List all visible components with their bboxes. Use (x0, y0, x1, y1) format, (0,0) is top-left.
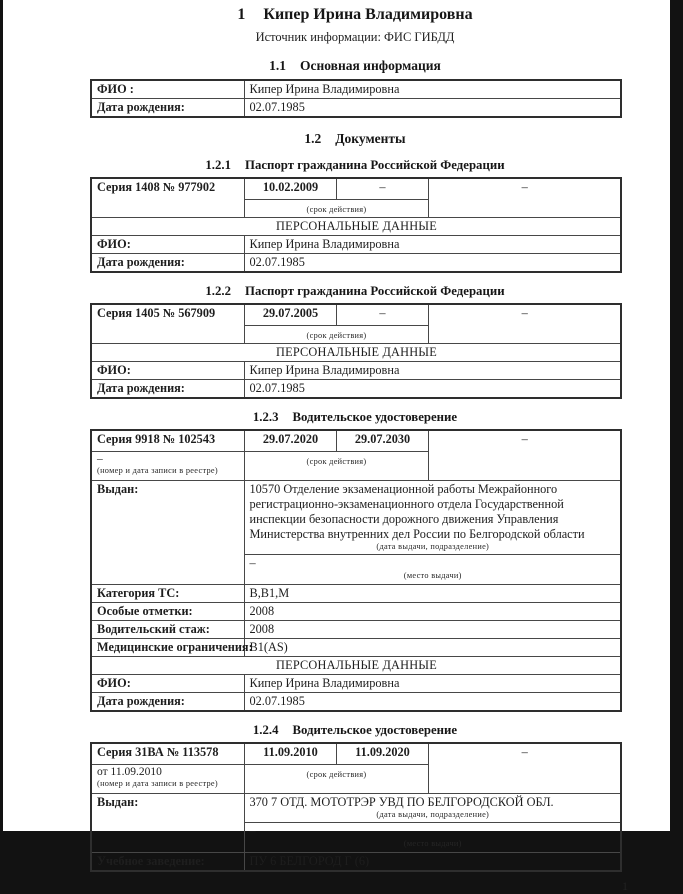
subsection-number: 1.2.3 (252, 410, 279, 424)
page-title-number: 1 (237, 6, 246, 23)
source-line: Источник информации: ФИС ГИБДД (255, 30, 455, 44)
place-cell (244, 822, 621, 852)
row-label: Особые отметки: (91, 602, 244, 620)
row-value: Кипер Ирина Владимировна (244, 674, 621, 692)
issue-date-cell: 29.07.2005 (244, 304, 336, 326)
validity-caption-cell (244, 764, 428, 793)
table-row (91, 430, 621, 452)
issued-cell (244, 481, 621, 555)
valid-until-cell: – (336, 178, 428, 200)
document-content (90, 6, 628, 894)
row-label: Категория ТС: (91, 584, 244, 602)
registry-caption: (номер и дата записи в реестре) (97, 779, 218, 788)
row-label: Дата рождения: (91, 254, 244, 273)
row-value: 02.07.1985 (244, 692, 621, 711)
table-row (91, 602, 621, 620)
section-title: Документы (335, 131, 406, 146)
extra-cell: – (428, 743, 621, 794)
row-value: 02.07.1985 (244, 254, 621, 273)
serial-cell: Серия 9918 № 102543 (91, 430, 244, 452)
section-heading-docs (90, 131, 620, 147)
row-label: Медицинские ограничения: (91, 638, 244, 656)
extra-cell: – (428, 178, 621, 218)
registry-caption: (номер и дата записи в реестре) (97, 466, 218, 476)
subsection-heading-passport1 (90, 158, 620, 173)
registry-value: – (97, 453, 103, 465)
place-caption: (место выдачи) (403, 838, 462, 848)
section-heading-basic (90, 58, 620, 74)
valid-until-cell: 29.07.2030 (336, 430, 428, 452)
table-row (91, 481, 621, 555)
validity-caption-cell (244, 326, 428, 344)
row-label: Водительский стаж: (91, 620, 244, 638)
table-row (91, 584, 621, 602)
document-page (3, 0, 670, 893)
subsection-number: 1.2.4 (252, 722, 279, 737)
table-row (91, 236, 621, 254)
issued-caption: (дата выдачи, подразделение) (376, 809, 490, 819)
subsection-title: Паспорт гражданина Российской Федерации (245, 284, 505, 298)
table-row (91, 304, 621, 326)
extra-cell: – (428, 430, 621, 481)
row-value: B,B1,M (244, 584, 621, 602)
passport1-table (90, 177, 622, 273)
registry-cell (91, 764, 244, 793)
valid-until-cell: – (336, 304, 428, 326)
license2-table (90, 742, 622, 872)
subsection-number: 1.2.1 (205, 158, 231, 172)
serial-cell: Серия 1405 № 567909 (91, 304, 244, 344)
row-value: B1(AS) (244, 638, 621, 656)
table-row (91, 620, 621, 638)
table-row (91, 656, 621, 674)
row-value: 2008 (244, 602, 621, 620)
validity-caption: (срок действия) (306, 457, 367, 466)
valid-until-cell: 11.09.2020 (336, 743, 428, 765)
table-row (91, 362, 621, 380)
row-value: Кипер Ирина Владимировна (244, 236, 621, 254)
validity-caption: (срок действия) (306, 331, 367, 340)
subsection-title: Паспорт гражданина Российской Федерации (245, 158, 505, 172)
subsection-heading-passport2 (90, 284, 620, 299)
table-row (91, 80, 621, 99)
validity-caption-cell (244, 200, 428, 218)
personal-data-header: ПЕРСОНАЛЬНЫЕ ДАННЫЕ (91, 656, 621, 674)
registry-cell (91, 452, 244, 481)
row-label: ФИО : (91, 80, 244, 99)
place-caption: (место выдачи) (403, 570, 462, 580)
passport2-table (90, 303, 622, 399)
table-row (91, 638, 621, 656)
row-label: Дата рождения: (91, 99, 244, 118)
row-value: 02.07.1985 (244, 380, 621, 399)
row-value: Кипер Ирина Владимировна (244, 362, 621, 380)
section-number: 1.1 (269, 58, 286, 73)
page-number: 1 (622, 878, 628, 893)
subsection-heading-license1 (90, 410, 620, 425)
issued-cell (244, 793, 621, 822)
table-row (91, 254, 621, 273)
table-row (91, 380, 621, 399)
row-label: ФИО: (91, 362, 244, 380)
subsection-number: 1.2.2 (205, 284, 231, 298)
issued-label-cell: Выдан: (91, 793, 244, 852)
issue-date-cell: 11.09.2010 (244, 743, 336, 765)
serial-cell: Серия 1408 № 977902 (91, 178, 244, 218)
place-value: – (249, 555, 256, 570)
basic-info-table (90, 79, 622, 118)
row-value: ПУ 6 БЕЛГОРОД Г (6) (244, 852, 621, 871)
row-label: ФИО: (91, 674, 244, 692)
page-title (90, 6, 620, 24)
row-label: Дата рождения: (91, 692, 244, 711)
page-title-text: Кипер Ирина Владимировна (263, 6, 473, 23)
table-row (91, 99, 621, 118)
table-row (91, 692, 621, 711)
section-title: Основная информация (300, 58, 441, 73)
place-value: – (249, 823, 256, 838)
personal-data-header: ПЕРСОНАЛЬНЫЕ ДАННЫЕ (91, 218, 621, 236)
issued-value: 10570 Отделение экзаменационной работы Межрайонного регистрационно-экзаменационного отдела Государственной инспекции безопасности дорожного движения Управления Министерства внутренних дел России по Белгородской области (249, 482, 585, 541)
subsection-heading-license2 (90, 723, 620, 738)
table-row (91, 793, 621, 822)
validity-caption-cell (244, 452, 428, 481)
extra-cell: – (428, 304, 621, 344)
validity-caption: (срок действия) (306, 769, 367, 779)
personal-data-header: ПЕРСОНАЛЬНЫЕ ДАННЫЕ (91, 344, 621, 362)
row-label: ФИО: (91, 236, 244, 254)
issue-date-cell: 10.02.2009 (244, 178, 336, 200)
subsection-title: Водительское удостоверение (292, 722, 458, 737)
serial-cell: Серия 31ВА № 113578 (91, 743, 244, 765)
table-row (91, 674, 621, 692)
issued-value: 370 7 ОТД. МОТОТРЭР УВД ПО БЕЛГОРОДСКОЙ ОБЛ. (249, 794, 554, 809)
table-row (91, 344, 621, 362)
subsection-title: Водительское удостоверение (292, 410, 458, 424)
table-row (91, 852, 621, 871)
place-cell (244, 554, 621, 584)
issued-label-cell: Выдан: (91, 481, 244, 585)
section-number: 1.2 (304, 131, 322, 146)
table-row (91, 178, 621, 200)
registry-value: от 11.09.2010 (97, 765, 162, 778)
row-value: 2008 (244, 620, 621, 638)
issue-date-cell: 29.07.2020 (244, 430, 336, 452)
row-value: Кипер Ирина Владимировна (244, 80, 621, 99)
table-row (91, 743, 621, 765)
row-value: 02.07.1985 (244, 99, 621, 118)
issued-caption: (дата выдачи, подразделение) (376, 542, 490, 551)
row-label: Дата рождения: (91, 380, 244, 399)
validity-caption: (срок действия) (306, 205, 367, 214)
row-label: Учебное заведение: (91, 852, 244, 871)
table-row (91, 218, 621, 236)
license1-table (90, 429, 622, 712)
